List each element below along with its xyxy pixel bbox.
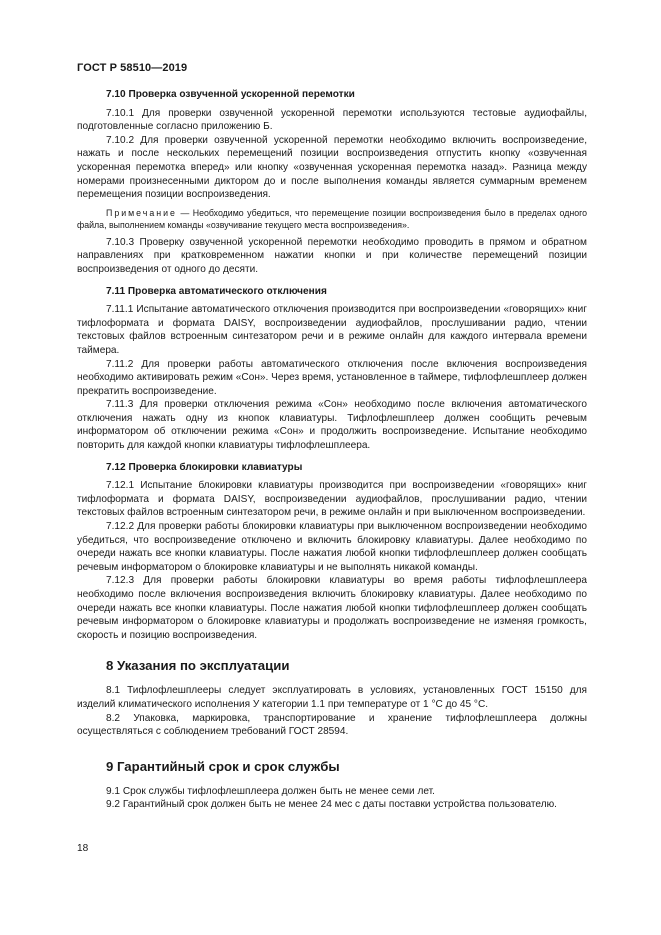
page-number: 18 [77, 843, 89, 854]
section-8-title: 8 Указания по эксплуатации [106, 658, 290, 674]
paragraph-9-2: 9.2 Гарантийный срок должен быть не менее 24 мес с даты поставки устройства пользователю. [106, 799, 557, 811]
note-label: Примечание [106, 207, 177, 218]
section-7-12-title: 7.12 Проверка блокировки клавиатуры [106, 461, 303, 473]
paragraph-7-11-1: 7.11.1 Испытание автоматического отключения производится при воспроизведении «говорящих» книг тифлоформата и формата DAISY, воспроизведении аудиофайлов, прослушивании радио, чтении текстовых файлов встроенным синтезатором речи и в режиме онлайн для каждого интервала времени таймера. [77, 304, 587, 356]
note-text: — Необходимо убедиться, что перемещение позиции воспроизведения было в пределах одного файла, выполнением команды «озвучивание текущего места воспроизведения». [77, 207, 587, 230]
section-7-10-title: 7.10 Проверка озвученной ускоренной перемотки [106, 89, 355, 100]
document-body [77, 88, 587, 812]
paragraph-8-1: 8.1 Тифлофлешплееры следует эксплуатировать в условиях, установленных ГОСТ 15150 для изделий климатического исполнения У категории 1.1 при температуре от 1 °С до 45 °С. [77, 685, 587, 710]
paragraph-7-11-3: 7.11.3 Для проверки отключения режима «Сон» необходимо после включения автоматического отключения нажать одну из кнопок клавиатуры. Тифлофлешплеер должен сообщить речевым информатором об отключении режима «Сон» и продолжить воспроизведение. Испытание необходимо повторить для каждой кнопки клавиатуры тифлофлешплеера. [77, 399, 587, 452]
paragraph-7-10-3: 7.10.3 Проверку озвученной ускоренной перемотки необходимо проводить в прямом и обратном направлениях при кратковременном нажатии кнопки и при количестве перемещений позиции воспроизведения от одного до десяти. [77, 236, 587, 275]
paragraph-7-10-1: 7.10.1 Для проверки озвученной ускоренной перемотки используются тестовые аудиофайлы, подготовленные согласно приложению Б. [77, 107, 587, 133]
standard-header: ГОСТ Р 58510—2019 [77, 62, 188, 74]
section-7-11-title: 7.11 Проверка автоматического отключения [106, 285, 327, 297]
section-9-title: 9 Гарантийный срок и срок службы [106, 758, 340, 774]
paragraph-7-10-2: 7.10.2 Для проверки озвученной ускоренной перемотки необходимо включить воспроизведение, нажать и после нескольких перемещений позиции воспроизведения отпустить кнопку «озвученная ускоренная перемотка вперед» или кнопку «озвученная ускоренная перемотка назад». Разница между номерами произнесенными диктором до и после выполнения команды является суммарным временем перемещения позиции воспроизведения. [77, 134, 587, 201]
paragraph-7-12-1: 7.12.1 Испытание блокировки клавиатуры производится при воспроизведении «говорящих» книг тифлоформата и формата DAISY, воспроизведении аудиофайлов, прослушивании радио, чтении текстовых файлов встроенным синтезатором речи, в режиме онлайн и при выключенном воспроизведении. [77, 480, 587, 519]
paragraph-9-1: 9.1 Срок службы тифлофлешплеера должен быть не менее семи лет. [106, 785, 435, 797]
note-7-10 [77, 207, 587, 231]
paragraph-7-12-2: 7.12.2 Для проверки работы блокировки клавиатуры при выключенном воспроизведении необходимо убедиться, что воспроизведение отключено и включить блокировку клавиатуры. Далее необходимо по очереди нажать все кнопки клавиатуры. После нажатия любой кнопки тифлофлешплеер должен сообщать речевым информатором о блокировке клавиатуры и не выполнять никакой команды. [77, 521, 587, 573]
paragraph-7-12-3: 7.12.3 Для проверки работы блокировки клавиатуры во время работы тифлофлешплеера необходимо после включения воспроизведения включить блокировку клавиатуры. Далее необходимо по очереди нажать все кнопки клавиатуры. После нажатия любой кнопки тифлофлешплеер должен сообщать речевым информатором о блокировке клавиатуры и продолжать воспроизведение не изменяя громкость, скорость и позицию воспроизведения. [77, 575, 587, 641]
paragraph-7-11-2: 7.11.2 Для проверки работы автоматического отключения после включения воспроизведения необходимо активировать режим «Сон». Через время, установленное в таймере, тифлофлешплеер должен прекратить воспроизведение. [77, 358, 587, 397]
paragraph-8-2: 8.2 Упаковка, маркировка, транспортирование и хранение тифлофлешплеера должны осуществляться с соблюдением требований ГОСТ 28594. [77, 712, 587, 738]
